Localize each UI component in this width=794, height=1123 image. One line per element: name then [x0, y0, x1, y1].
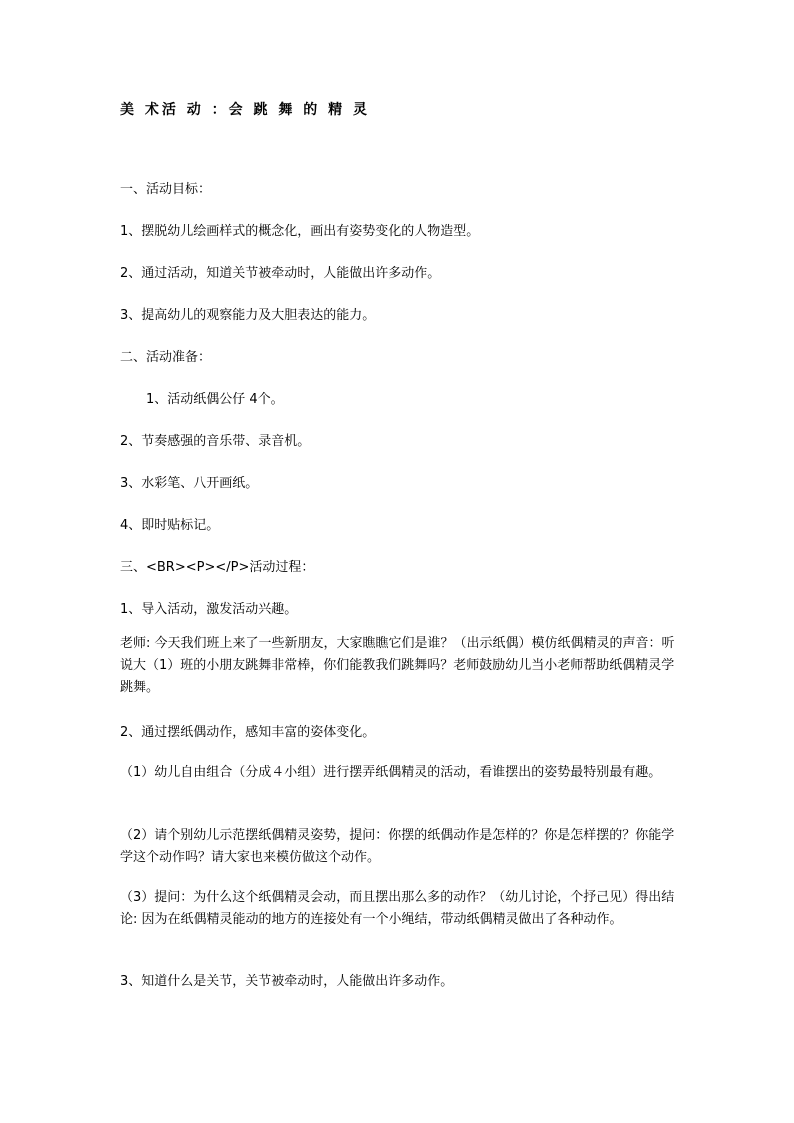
section-heading-preparation: 二、活动准备： [120, 350, 212, 365]
prep-item-3: 3、水彩笔、八开画纸。 [120, 476, 259, 491]
goal-item-2: 2、通过活动，知道关节被牵动时，人能做出许多动作。 [120, 266, 441, 281]
substep-3-paragraph: （3）提问：为什么这个纸偶精灵会动，而且摆出那么多的动作？（幼儿讨论，个抒己见）得出结论: 因为在纸偶精灵能动的地方的连接处有一个小绳结，带动纸偶精灵做出了各种动作。 [120, 890, 675, 927]
prep-item-2: 2、节奏感强的音乐带、录音机。 [120, 434, 311, 449]
document-title: 美 术活 动 ：会 跳 舞 的 精 灵 [120, 102, 370, 118]
goal-item-3: 3、提高幼儿的观察能力及大胆表达的能力。 [120, 308, 376, 323]
goal-item-1: 1、摆脱幼儿绘画样式的概念化，画出有姿势变化的人物造型。 [120, 224, 480, 239]
process-step-3: 3、知道什么是关节，关节被牵动时，人能做出许多动作。 [120, 974, 454, 989]
substep-2-paragraph: （2）请个别幼儿示范摆纸偶精灵姿势，提问：你摆的纸偶动作是怎样的？你是怎样摆的？你能学学这个动作吗？请大家也来模仿做这个动作。 [120, 828, 675, 865]
section-heading-goals: 一、活动目标： [120, 182, 212, 197]
teacher-paragraph: 老师: 今天我们班上来了一些新朋友，大家瞧瞧它们是谁？（出示纸偶）模仿纸偶精灵的声音：听说大（1）班的小朋友跳舞非常棒，你们能教我们跳舞吗？老师鼓励幼儿当小老师帮助纸偶精灵学跳舞。 [120, 636, 675, 695]
process-step-2: 2、通过摆纸偶动作，感知丰富的姿体变化。 [120, 725, 376, 740]
prep-item-4: 4、即时贴标记。 [120, 518, 220, 533]
substep-1-paragraph: （1）幼儿自由组合（分成４小组）进行摆弄纸偶精灵的活动，看谁摆出的姿势最特别最有趣。 [120, 765, 662, 780]
process-step-1: 1、导入活动，激发活动兴趣。 [120, 602, 298, 617]
prep-item-1: 1、活动纸偶公仔 4个。 [146, 392, 284, 407]
section-heading-process: 三、<BR><P></P>活动过程： [120, 560, 315, 575]
